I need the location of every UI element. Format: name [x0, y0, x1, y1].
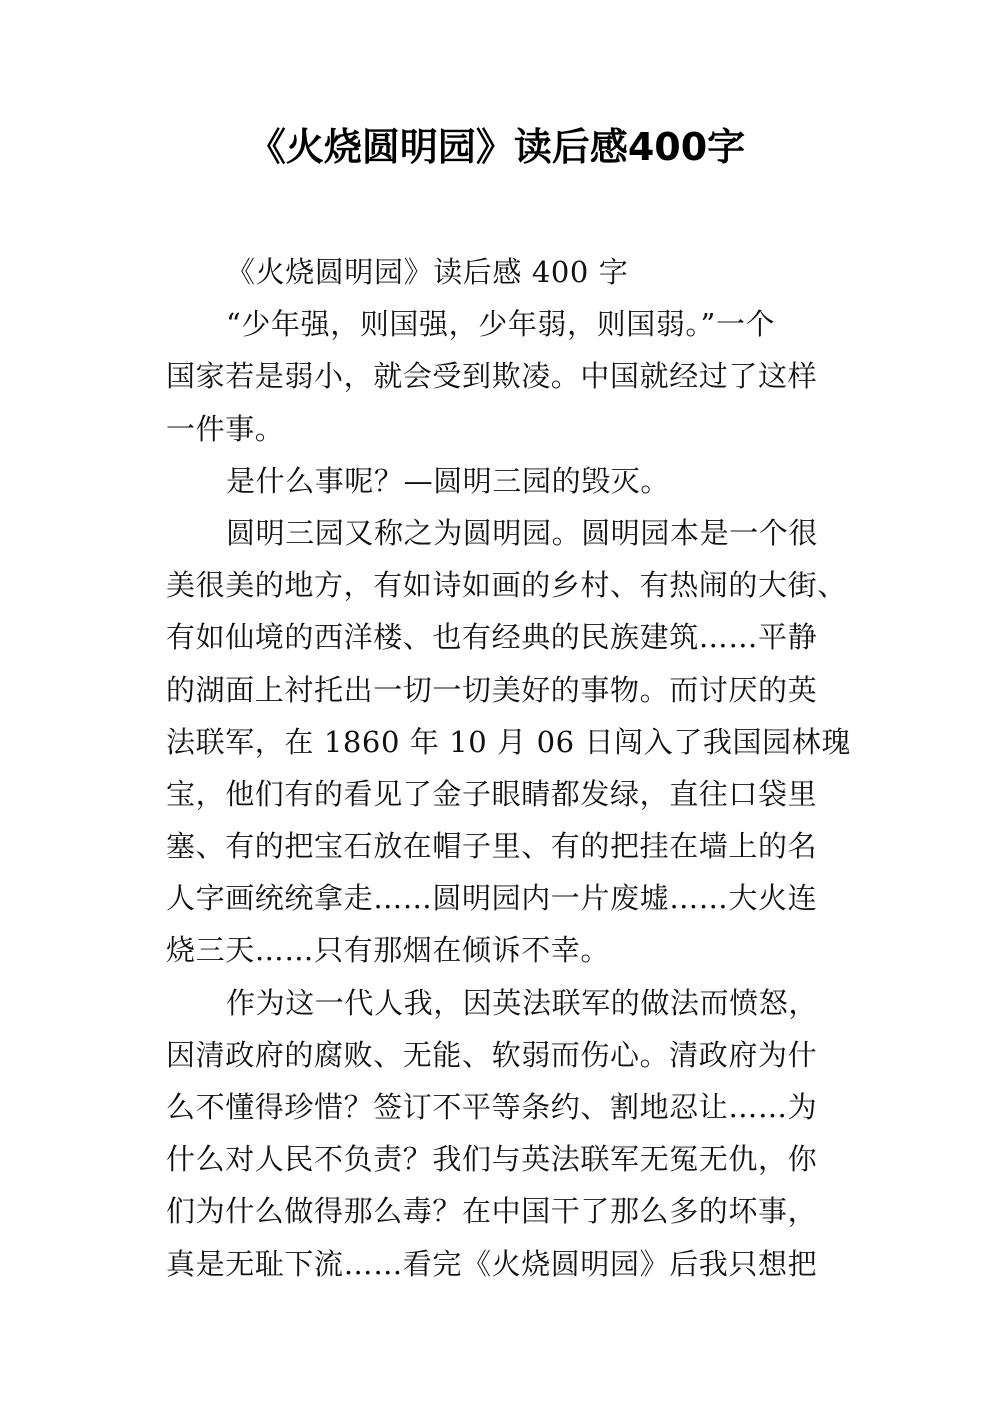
text-line: 烧三天……只有那烟在倾诉不幸。	[166, 933, 611, 968]
text-line: 塞、有的把宝石放在帽子里、有的把挂在墙上的名	[166, 829, 818, 864]
text-line: 人字画统统拿走……圆明园内一片废墟……大火连	[166, 881, 818, 916]
text-line: 作为这一代人我，因英法联军的做法而愤怒，	[226, 985, 819, 1020]
text-line: 法联军，在 1860 年 10 月 06 日闯入了我国园林瑰	[166, 724, 851, 759]
text-line: 宝，他们有的看见了金子眼睛都发绿，直往口袋里	[166, 776, 818, 811]
document-title: 《火烧圆明园》读后感400字	[247, 125, 746, 169]
document-body	[166, 246, 851, 1290]
paragraph-3	[166, 507, 851, 977]
paragraph-2	[166, 455, 846, 507]
text-line: 们为什么做得那么毒？在中国干了那么多的坏事，	[166, 1194, 818, 1229]
text-line: 因清政府的腐败、无能、软弱而伤心。清政府为什	[166, 1037, 818, 1072]
text-line: 什么对人民不负责？我们与英法联军无冤无仇，你	[166, 1142, 818, 1177]
paragraph-subtitle	[166, 246, 846, 298]
text-line: 是什么事呢？—圆明三园的毁灭。	[226, 463, 671, 498]
text-line: 真是无耻下流……看完《火烧圆明园》后我只想把	[166, 1246, 818, 1281]
text-line: 国家若是弱小，就会受到欺凌。中国就经过了这样	[166, 359, 818, 394]
text-line: 么不懂得珍惜？签订不平等条约、割地忍让……为	[166, 1090, 818, 1124]
text-line: 《火烧圆明园》读后感 400 字	[226, 255, 629, 289]
text-line: “少年强，则国强，少年弱，则国弱。”一个	[226, 307, 776, 342]
text-line: 一件事。	[166, 411, 285, 446]
paragraph-1	[166, 298, 846, 455]
paragraph-4	[166, 977, 846, 1290]
text-line: 的湖面上衬托出一切一切美好的事物。而讨厌的英	[166, 672, 818, 707]
text-line: 圆明三园又称之为圆明园。圆明园本是一个很	[226, 515, 819, 550]
text-line: 有如仙境的西洋楼、也有经典的民族建筑……平静	[166, 620, 818, 655]
text-line: 美很美的地方，有如诗如画的乡村、有热闹的大街、	[166, 568, 847, 603]
